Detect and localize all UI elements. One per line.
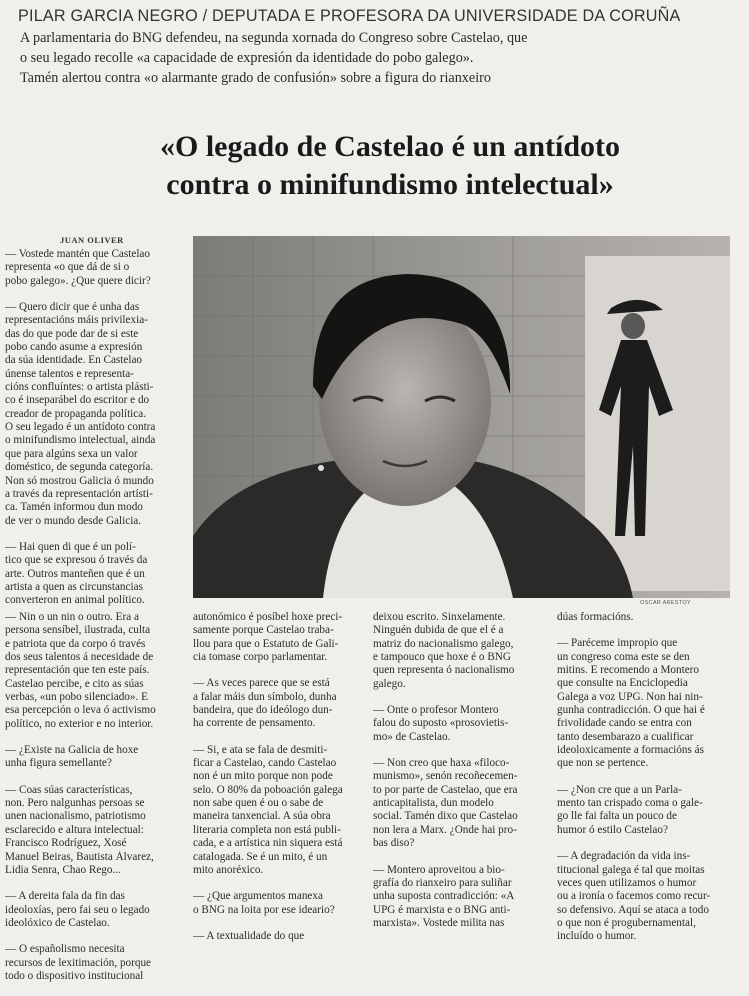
paragraph <box>193 744 367 877</box>
paragraph <box>193 890 367 917</box>
text-line: titucional galega é tal que moitas <box>557 863 705 876</box>
text-line: unha figura semellante? <box>5 757 112 770</box>
byline: JUAN OLIVER <box>60 235 124 245</box>
text-line: — Quero dicir que é unha das <box>5 301 140 314</box>
text-line: munismo», senón recoñecemen- <box>373 770 518 783</box>
text-line: frivolidade cando se entra con <box>557 717 692 730</box>
text-line: dúas formacións. <box>557 611 634 623</box>
text-line: — ¿Existe na Galicia de hoxe <box>5 744 139 757</box>
paragraph <box>373 864 548 931</box>
text-line: — A textualidade do que <box>193 929 305 942</box>
paragraph <box>5 301 188 528</box>
text-line: pobo galego». ¿Que quere dicir? <box>5 274 151 287</box>
paragraph <box>557 850 742 943</box>
deck-line: A parlamentaria do BNG defendeu, na segunda xornada do Congreso sobre Castelao, que <box>20 30 528 46</box>
text-line: so defensivo. Aquí se ataca a todo <box>557 903 709 916</box>
text-line: humor ó estilo Castelao? <box>557 823 668 836</box>
text-line: co é inseparábel do escritor e do <box>5 394 150 407</box>
text-line: — Non creo que haxa «filoco- <box>373 757 510 770</box>
text-line: que para algúns sexa un valor <box>5 447 138 460</box>
text-line: ideolóxico de Castelao. <box>5 916 110 929</box>
headline <box>40 128 740 204</box>
paragraph <box>193 677 367 730</box>
text-line: — Si, e ata se fala de desmiti- <box>193 743 328 756</box>
paragraph <box>5 611 188 731</box>
kicker: PILAR GARCIA NEGRO / DEPUTADA E PROFESORA DA UNIVERSIDADE DA CORUÑA <box>18 7 681 25</box>
column-3 <box>373 611 548 943</box>
text-line: pobo cando asume a expresión <box>5 341 143 354</box>
headline-line: «O legado de Castelao é un antídoto <box>159 130 621 163</box>
paragraph <box>373 757 548 850</box>
text-line: quen representa ó nacionalismo <box>373 664 515 677</box>
text-line: — ¿Non cre que a un Parla- <box>557 783 682 796</box>
text-line: — Vostede mantén que Castelao <box>5 248 150 260</box>
text-line: recursos de lexitimación, porque <box>5 956 152 969</box>
text-line: falou do suposto «prosovietis- <box>373 717 509 730</box>
paragraph <box>193 611 367 664</box>
text-line: das do que pode dar de si este <box>5 327 139 340</box>
text-line: incluído o humor. <box>557 930 637 943</box>
text-line: — Montero aproveitou a bio- <box>373 863 505 876</box>
text-line: — Paréceme impropio que <box>557 637 678 650</box>
text-line: o BNG na loita por ese ideario? <box>193 903 335 916</box>
headline-line: contra o minifundismo intelectual» <box>166 168 614 201</box>
text-line: gunha contradicción. O que hai é <box>557 704 705 717</box>
text-line: mo» de Castelao. <box>373 730 451 743</box>
text-line: go lle fai falta un pouco de <box>557 810 677 823</box>
text-line: O seu legado é un antídoto contra <box>5 421 156 434</box>
paragraph <box>193 930 367 943</box>
text-line: mento tan crispado coma o gale- <box>557 797 703 810</box>
text-line: grafía do rianxeiro para suliñar <box>373 876 512 889</box>
text-line: doméstico, de segunda categoría. <box>5 461 154 474</box>
text-line: non lera a Marx. ¿Onde hai pro- <box>373 823 517 836</box>
text-line: — A degradación da vida ins- <box>557 850 691 863</box>
text-line: e tampouco que hoxe é o BNG <box>373 651 511 664</box>
text-line: — O españolismo necesita <box>5 943 125 956</box>
text-line: — Hai quen di que é un polí- <box>5 540 136 553</box>
text-line: — Nin o un nin o outro. Era a <box>5 611 139 623</box>
text-line: e patriota que da corpo ó través <box>5 637 146 650</box>
text-line: ideoloxías, pero fai seu o legado <box>5 903 150 916</box>
text-line: o minifundismo intelectual, ainda <box>5 434 156 447</box>
text-line: Non só mostrou Galicia ó mundo <box>5 474 154 487</box>
text-line: representación que ten este país. <box>5 664 150 677</box>
text-line: de ver o mundo desde Galicia. <box>5 514 142 527</box>
paragraph <box>5 541 188 608</box>
portrait-photo <box>193 236 730 598</box>
paragraph <box>5 248 188 288</box>
text-line: deixou escrito. Sinxelamente. <box>373 611 506 623</box>
text-line: a través da representación artísti- <box>5 487 153 500</box>
text-line: ideoloxicamente a formacións ás <box>557 744 704 757</box>
deck-line: Tamén alertou contra «o alarmante grado de confusión» sobre a figura do rianxeiro <box>20 70 491 86</box>
text-line: esclarecido e altura intelectual: <box>5 823 144 836</box>
text-line: tico que se expresou ó través da <box>5 554 148 567</box>
text-line: a falar máis dun símbolo, dunha <box>193 690 337 703</box>
text-line: autonómico é posíbel hoxe preci- <box>193 611 343 623</box>
text-line: cada, e a artística nin siquera está <box>193 837 343 850</box>
text-line: Castelao percibe, e cito as súas <box>5 677 144 690</box>
text-line: converteron en animal político. <box>5 594 145 607</box>
text-line: — As veces parece que se está <box>193 677 330 690</box>
text-line: esa percepción o leva ó activismo <box>5 704 156 717</box>
text-line: maneira tanxencial. A súa obra <box>193 810 331 823</box>
text-line: samente porque Castelao traba- <box>193 624 334 637</box>
text-line: UPG é marxista e o BNG anti- <box>373 903 511 916</box>
text-line: marxista». Vostede milita nas <box>373 916 505 929</box>
text-line: un congreso coma este se den <box>557 650 690 663</box>
text-line: cións confluíntes: o artista plásti- <box>5 381 154 394</box>
text-line: ca. Tamén informou dun modo <box>5 501 143 514</box>
text-line: representa «o que dá de si o <box>5 261 130 274</box>
text-line: que non se pertence. <box>557 757 649 770</box>
paragraph <box>5 784 188 877</box>
text-line: ha corrente de pensamento. <box>193 717 316 730</box>
text-line: selo. O 80% da poboación galega <box>193 783 343 796</box>
paragraph <box>557 611 742 624</box>
text-line: dos seus talentos á necesidade de <box>5 651 154 664</box>
text-line: mitins. E recomendo a Montero <box>557 664 699 677</box>
paragraph <box>5 890 188 930</box>
text-line: arte. Outros manteñen que é un <box>5 567 145 580</box>
text-line: tanto desembarazo a cualificar <box>557 730 694 743</box>
column-4 <box>557 611 742 957</box>
text-line: galego. <box>373 677 406 690</box>
column-1-bottom <box>5 611 188 996</box>
paragraph <box>373 704 548 744</box>
text-line: persona sensíbel, ilustrada, culta <box>5 624 151 637</box>
text-line: Lidia Senra, Chao Rego... <box>5 863 121 876</box>
text-line: que consulte na Enciclopedia <box>557 677 688 690</box>
text-line: únense talentos e representa- <box>5 367 134 380</box>
photo-credit: OSCAR ARESTOY <box>640 600 691 606</box>
text-line: matriz do nacionalismo galego, <box>373 637 514 650</box>
text-line: anticapitalista, dun modelo <box>373 797 494 810</box>
text-line: literaria completa non está publi- <box>193 823 341 836</box>
text-line: Manuel Beiras, Bautista Álvarez, <box>5 850 154 863</box>
text-line: bandeira, que do ideólogo dun- <box>193 704 333 717</box>
text-line: Galega a voz UPG. Non hai nin- <box>557 690 703 703</box>
text-line: — A dereita fala da fin das <box>5 890 125 903</box>
text-line: Ninguén dubida de que el é a <box>373 624 504 637</box>
text-line: todo o dispositivo institucional <box>5 969 144 982</box>
text-line: catalogada. Se é un mito, é un <box>193 850 328 863</box>
paragraph <box>5 943 188 983</box>
text-line: to por parte de Castelao, que era <box>373 783 518 796</box>
text-line: representacións máis privilexia- <box>5 314 148 327</box>
paragraph <box>557 784 742 837</box>
text-line: cia tomase corpo parlamentar. <box>193 651 328 664</box>
text-line: da súa identidade. En Castelao <box>5 354 143 367</box>
deck <box>20 28 720 88</box>
paragraph <box>5 744 188 771</box>
text-line: non. Pero nalgunhas persoas se <box>5 797 145 810</box>
text-line: bas diso? <box>373 837 415 850</box>
text-line: ou a ironía o facemos como recur- <box>557 890 711 903</box>
text-line: político, no exterior e no interior. <box>5 717 154 730</box>
text-line: — Coas súas características, <box>5 783 133 796</box>
text-line: llou para que o Estatuto de Gali- <box>193 637 339 650</box>
text-line: non é un mito porque non pode <box>193 770 333 783</box>
text-line: unha suposta contradicción: «A <box>373 890 515 903</box>
text-line: — ¿Que argumentos manexa <box>193 890 323 903</box>
text-line: social. Tamén dixo que Castelao <box>373 810 518 823</box>
text-line: veces quen utilizamos o humor <box>557 876 697 889</box>
text-line: Francisco Rodríguez, Xosé <box>5 837 127 850</box>
text-line: creador de propaganda política. <box>5 407 147 420</box>
text-line: verbas, «un pobo silenciado». E <box>5 691 148 704</box>
text-line: o que non é progubernamental, <box>557 916 696 929</box>
paragraph <box>373 611 548 691</box>
text-line: unen nacionalismo, patriotismo <box>5 810 146 823</box>
text-line: artista a quen as circunstancias <box>5 580 143 593</box>
deck-line: o seu legado recolle «a capacidade de expresión da identidade do pobo galego». <box>20 50 474 66</box>
text-line: non sabe quen é ou o sabe de <box>193 797 324 810</box>
text-line: mito anoréxico. <box>193 863 264 876</box>
text-line: ficar a Castelao, cando Castelao <box>193 757 337 770</box>
paragraph <box>557 637 742 770</box>
column-1-top <box>5 248 188 621</box>
text-line: — Onte o profesor Montero <box>373 704 499 717</box>
column-2 <box>193 611 367 956</box>
